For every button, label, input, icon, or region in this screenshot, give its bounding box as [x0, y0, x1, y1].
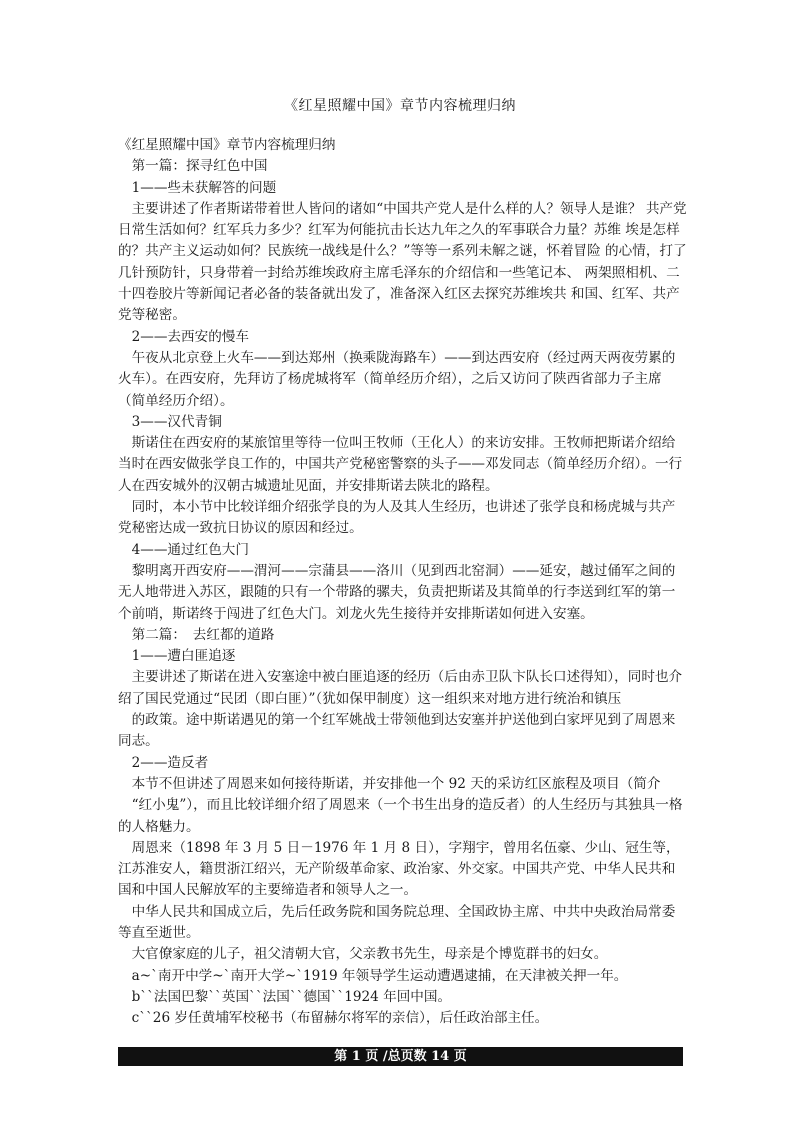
section-heading: 1——遭白匪追逐 [118, 648, 236, 665]
body-paragraph: “红小鬼”），而且比较详细介绍了周恩来（一个书生出身的造反者）的人生经历与其独具一格的人格魅力。 [118, 797, 683, 835]
section-heading: 1——些未获解答的问题 [118, 179, 277, 196]
list-item: c``26 岁任黄埔军校秘书（布留赫尔将军的亲信），后任政治部主任。 [118, 1010, 549, 1027]
body-paragraph: 同时，本小节中比较详细介绍张学良的为人及其人生经历，也讲述了张学良和杨虎城与共产党秘密达成一致抗日协议的原因和经过。 [118, 499, 676, 537]
body-paragraph: 主要讲述了作者斯诺带着世人皆问的诸如“中国共产党人是什么样的人？领导人是谁？ 共产党日常生活如何？红军兵力多少？红军为何能抗击长达九年之久的军事联合力量？苏维 埃是怎样的？共产主义运动如何？民族统一战线是什么？”等等一系列未解之谜，怀着冒险 的心情，打了几针预防针，只身带着一封给苏维埃政府主席毛泽东的介绍信和一些笔记本、 两架照相机、二十四卷胶片等新闻记者必备的装备就出发了，准备深入红区去探究苏维埃共 和国、红军、共产党等秘密。 [118, 200, 687, 324]
body-paragraph: 午夜从北京登上火车——到达郑州（换乘陇海路车）——到达西安府（经过两天两夜劳累的火车）。在西安府，先拜访了杨虎城将军（简单经历介绍），之后又访问了陕西省部力子主席（简单经历介绍）。 [118, 349, 676, 409]
body-paragraph: 大官僚家庭的儿子，祖父清朝大官，父亲教书先生，母亲是个博览群书的妇女。 [118, 946, 608, 963]
body-paragraph: 周恩来（1898 年 3 月 5 日－1976 年 1 月 8 日），字翔宇，曾用名伍豪、少山、冠生等，江苏淮安人，籍贯浙江绍兴，无产阶级革命家、政治家、外交家。中国共产党、中华人民共和国和中国人民解放军的主要缔造者和领导人之一。 [118, 839, 680, 899]
section-heading: 2——去西安的慢车 [118, 328, 249, 345]
document-body [118, 135, 688, 1029]
section-heading: 3——汉代青铜 [118, 413, 222, 430]
body-paragraph: 本节不但讲述了周恩来如何接待斯诺，并安排他一个 92 天的采访红区旅程及项目（简介 [118, 775, 661, 792]
body-heading: 《红星照耀中国》章节内容梳理归纳 [118, 137, 336, 153]
document-title: 《红星照耀中国》章节内容梳理归纳 [284, 98, 516, 114]
page-number-label: 第 1 页 /总页数 14 页 [334, 1049, 467, 1064]
part-heading: 第一篇：探寻红色中国 [118, 158, 268, 175]
body-paragraph: 的政策。途中斯诺遇见的第一个红军姚战士带领他到达安塞并护送他到白家坪见到了周恩来同志。 [118, 712, 676, 750]
list-item: b``法国巴黎``英国``法国``德国``1924 年回中国。 [118, 988, 452, 1005]
body-paragraph: 主要讲述了斯诺在进入安塞途中被白匪追逐的经历（后由赤卫队卞队长口述得知），同时也介绍了国民党通过“民团（即白匪）”（犹如保甲制度）这一组织来对地方进行统治和镇压 [118, 669, 683, 707]
section-heading: 4——通过红色大门 [118, 541, 249, 558]
section-heading: 2——造反者 [118, 754, 209, 771]
body-paragraph: 中华人民共和国成立后，先后任政务院和国务院总理、全国政协主席、中共中央政治局常委等直至逝世。 [118, 903, 676, 941]
list-item: a~`南开中学~`南开大学~`1919 年领导学生运动遭遇逮捕，在天津被关押一年。 [118, 967, 628, 984]
body-paragraph: 黎明离开西安府——渭河——宗蒲县——洛川（见到西北窑洞）——延安，越过俑军之间的无人地带进入苏区，跟随的只有一个带路的骡夫，负责把斯诺及其简单的行李送到红军的第一个前哨，斯诺终于闯进了红色大门。刘龙火先生接待并安排斯诺如何进入安塞。 [118, 562, 676, 622]
page-footer [118, 1047, 683, 1066]
body-paragraph: 斯诺住在西安府的某旅馆里等待一位叫王牧师（王化人）的来访安排。王牧师把斯诺介绍给当时在西安做张学良工作的，中国共产党秘密警察的头子——邓发同志（简单经历介绍）。一行人在西安城外的汉朝古城遗址见面，并安排斯诺去陕北的路程。 [118, 435, 683, 494]
part-heading: 第二篇： 去红都的道路 [118, 626, 275, 643]
